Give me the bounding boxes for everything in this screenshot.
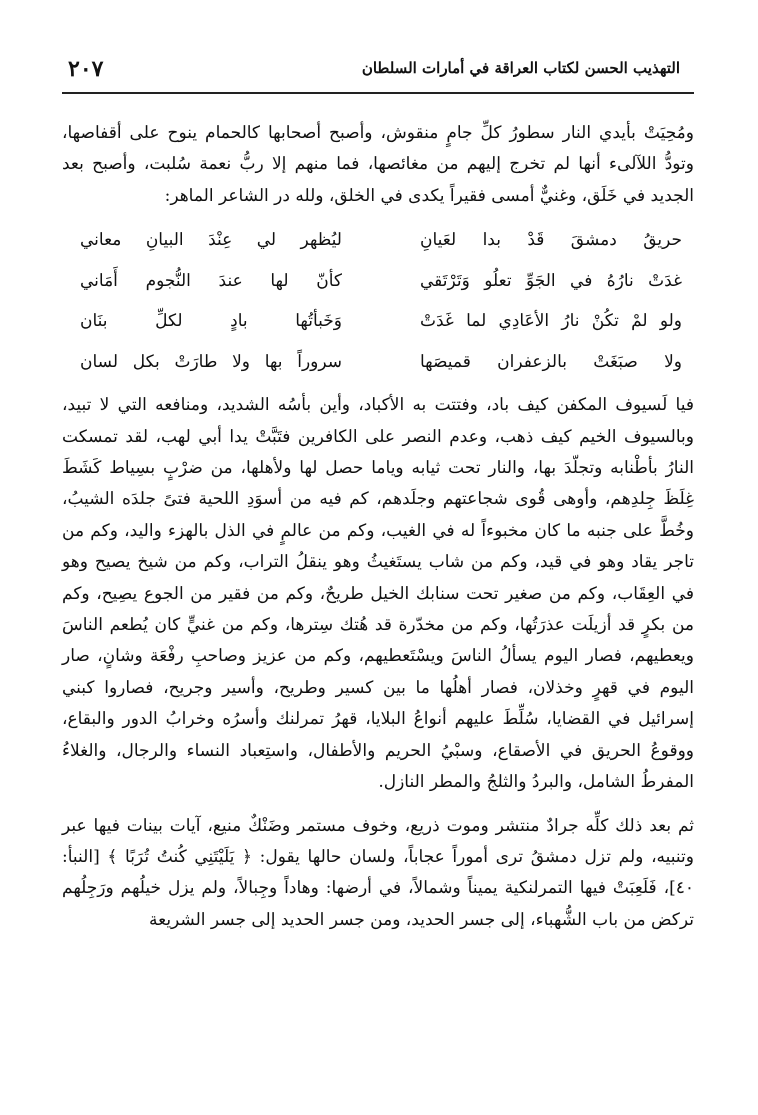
poem-verse (62, 342, 694, 383)
verse-second-half: وَخَبأتُها بادٍ لكلِّ بنَان (80, 311, 342, 332)
verse-first-half: ولو لمْ تكُنْ نارُ الأعَادِي لما غَدَتْ (420, 311, 682, 332)
verse-second-half: سروراً بها ولا طارَتْ بكل لسان (80, 351, 342, 372)
poem-verse (62, 220, 694, 261)
poem-verse (62, 301, 694, 342)
running-title: التهذيب الحسن لكتاب العراقة في أمارات السلطان (361, 59, 680, 77)
poem (62, 220, 694, 382)
verse-second-half: كأنّ لها عندَ النُّجوم أَمَاني (80, 270, 342, 291)
poem-verse (62, 261, 694, 302)
paragraph-aftermath: ثم بعد ذلك كلِّه جرادٌ منتشر وموت ذريع، وخوف مستمر وضَنْكٌ منيع، آيات بينات فيها عبر وتنبيه، ولم تزل دمشقُ ترى أموراً عجاباً، ولسان حالها يقول: ﴿ يَلَيْتَنِي كُنتُ تُرَبًا ﴾ [النبأ: ٤٠]، فَلَعِبَتْ فيها التمرلنكية يميناً وشمالاً، في أرضها: وهاداً وجِبالاً، ولم يزل خيلُهم ورَجِلُهم تركض من باب الشُّهباء، إلى جسر الحديد، ومن جسر الحديد إلى جسر الشريعة (62, 815, 694, 930)
verse-first-half: ولا صبَغَتْ بالزعفران قميصَها (420, 351, 682, 372)
verse-first-half: حريقُ دمشقَ قَدْ بدا لعَيانِ (420, 230, 682, 251)
page-body (62, 118, 694, 936)
verse-first-half: غدَتْ نارُهُ في الجَوِّ تعلُو وَتَرْتَقي (420, 270, 682, 291)
paragraph-damascus-sword: فيا لَسيوف المكفن كيف باد، وفتتت به الأكباد، وأين بأسُه الشديد، ومنافعه التي لا تبيد، وبالسيوف الخيم كيف ذهب، وعدم النصر على الكافرين فتَبَّتْ يدا أبي لهب، لقد تمسكت النارُ بأطْنابه وتجلّدَ بها، والنار تحت ثيابه وياما حصل لها ولأهلها، من ضرْبٍ بسِياط كَشَطَ غِلَظَ جِلدِهم، وأوهى قُوى شجاعتهم وجلَدهم، كم فيه من أسوَدِ اللحية فتىً جلدَه الشيبُ، وخُطَّ على جنبه ما كان مخبوءاً له في الغيب، وكم من عالمٍ في الذل بالهزء واليد، وكم من تاجر يقاد وهو في قيد، وكم من شاب يستَغيثُ وهو ينقلُ التراب، وكم من شيخ يصيح وهو في العِقَاب، وكم من صغير تحت سنابك الخيل طريحٌ، وكم من فقير من الجوع يصِيح، وكم من بكرٍ قد أزيلَت عذرَتُها، وكم من مخدّرة قد هُتك سِترها، وكم من غنيٍّ كان يُطعم الناسَ ويعطيهم، فصار اليوم يسألُ الناسَ ويسْتَعطيهم، وكم من عزيز وصاحبِ رفْعَة وشانٍ، صار اليوم في قهرٍ وخذلان، فصار أهلُها ما بين كسير وطريح، وأسير وجريح، فصاروا كبني إسرائيل في القضايا، سُلِّطَ عليهم أنواعُ البلايا، قهرُ تمرلنك وأسرُه وخرابُ الدور والبقاع، ووقوعُ الحريق في الأصقاع، وسبْيُ الحريم والأطفال، واستِعباد النساء والرجال، والغلاءُ المفرطُ الشامل، والبردُ والثلجُ والمطر النازل. (62, 395, 694, 793)
page-number: ٢٠٧ (68, 56, 104, 82)
verse-second-half: ليُظهر لي عِنْدَ البيانِ معاني (80, 230, 342, 251)
paragraph-intro: ومُحِيَتْ بأيدي النار سطورُ كلِّ جامٍ منقوش، وأصبح أصحابها كالحمام ينوح على أقفاصها، وتودُّ اللآلىء أنها لم تخرج إليهم من مغائصها، فما منهم إلا ربُّ نعمة سُلبت، وأصبح بعد الجديد في خَلَق، وغنيٌّ أمسى فقيراً يكدى في الخلق، ولله در الشاعر الماهر: (62, 123, 694, 206)
page-header (62, 50, 694, 94)
